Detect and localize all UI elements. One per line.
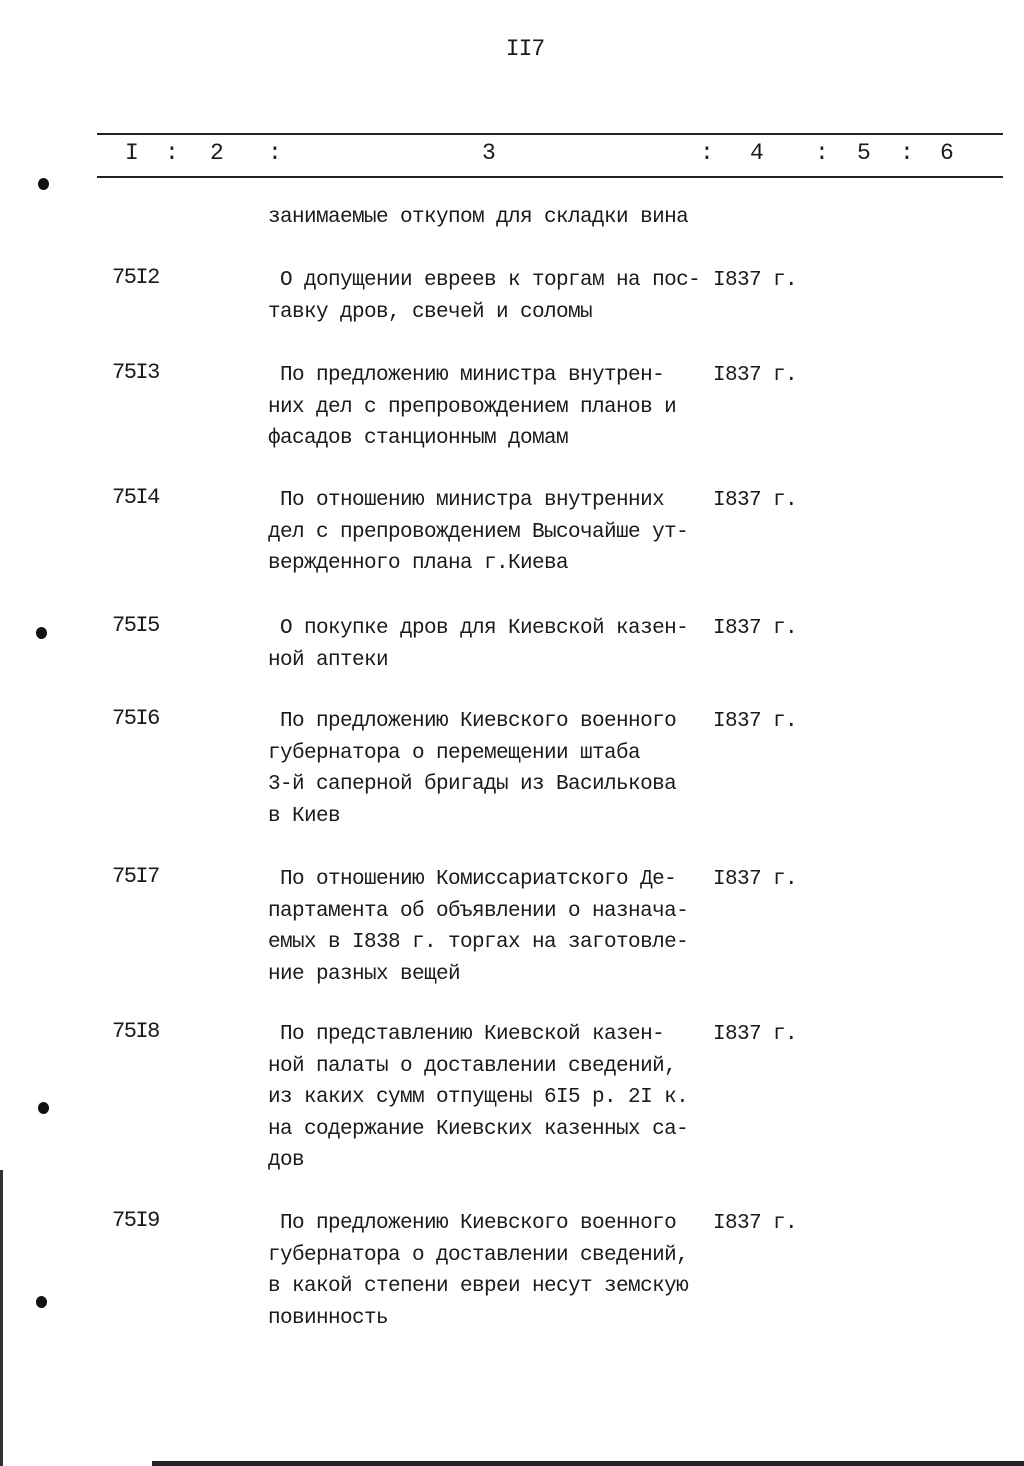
- entry-number: 75I8: [112, 1019, 159, 1044]
- entry-title-line: партамента об объявлении о назнача-: [268, 899, 689, 923]
- column-header-2: 2: [210, 140, 224, 166]
- entry-title-line: тавку дров, свечей и соломы: [268, 300, 593, 324]
- header-rule-bottom: [97, 176, 1003, 178]
- entry-title: [268, 265, 700, 328]
- column-header-6: 6: [940, 140, 954, 166]
- entry-title-line: них дел с препровождением планов и: [268, 395, 677, 419]
- entry-title-line: дел с препровождением Высочайше ут-: [268, 520, 689, 544]
- entry-title-line: фасадов станционным домам: [268, 427, 569, 450]
- page-number: II7: [505, 36, 545, 62]
- entry-title-line: О допущении евреев к торгам на пос-: [268, 269, 701, 292]
- entry-title-line: ние разных вещей: [268, 962, 461, 986]
- entry-title: [268, 1019, 688, 1177]
- entry-title-line: на содержание Киевских казенных са-: [268, 1117, 689, 1141]
- punch-hole-mark: [36, 1296, 47, 1308]
- entry-title-line: из каких сумм отпущены 6I5 р. 2I к.: [268, 1086, 689, 1109]
- entry-title: [268, 706, 676, 832]
- entry-year: I837 г.: [713, 710, 798, 733]
- scan-left-edge: [0, 1170, 3, 1466]
- column-header-4: 4: [750, 140, 764, 166]
- column-separator: :: [900, 140, 914, 166]
- entry-title-line: По представлению Киевской казен-: [268, 1023, 665, 1046]
- punch-hole-mark: [36, 627, 47, 639]
- entry-number: 75I7: [112, 864, 159, 889]
- column-header-I: I: [125, 140, 139, 166]
- entry-title-line: емых в I838 г. торгах на заготовле-: [268, 931, 689, 954]
- entry-number: 75I6: [112, 706, 159, 731]
- entry-number: 75I9: [112, 1208, 159, 1233]
- entry-title: [268, 1208, 688, 1334]
- entry-title-line: губернатора о доставлении сведений,: [268, 1243, 689, 1267]
- punch-hole-mark: [38, 1102, 49, 1114]
- entry-title: [268, 360, 676, 455]
- entry-year: I837 г.: [713, 868, 798, 891]
- column-header-5: 5: [857, 140, 871, 166]
- punch-hole-mark: [38, 178, 49, 190]
- entry-title-line: По отношению Комиссариатского Де-: [268, 868, 677, 891]
- entry-title-line: По предложению министра внутрен-: [268, 364, 665, 387]
- entry-title-line: По предложению Киевского военного: [268, 710, 677, 733]
- entry-title-line: дов: [268, 1149, 305, 1172]
- entry-title-line: повинность: [268, 1306, 389, 1330]
- entry-title-line: По предложению Киевского военного: [268, 1212, 677, 1235]
- entry-title-line: ной палаты о доставлении сведений,: [268, 1054, 677, 1078]
- entry-title-line: в какой степени евреи несут земскую: [268, 1275, 689, 1298]
- column-header-3: 3: [482, 140, 496, 166]
- entry-title-line: ной аптеки: [268, 648, 389, 672]
- entry-year: I837 г.: [713, 364, 798, 387]
- entry-number: 75I3: [112, 360, 159, 385]
- entry-title-line: 3-й саперной бригады из Василькова: [268, 773, 677, 796]
- column-separator: :: [165, 140, 179, 166]
- entry-title-line: По отношению министра внутренних: [268, 489, 665, 512]
- entry-title: [268, 864, 688, 990]
- header-rule-top: [97, 133, 1003, 135]
- entry-title-line: губернатора о перемещении штаба: [268, 741, 641, 765]
- entry-year: I837 г.: [713, 1212, 798, 1235]
- entry-year: I837 г.: [713, 269, 798, 292]
- entry-title: [268, 613, 688, 676]
- entry-title-line: занимаемые откупом для складки вина: [268, 206, 689, 229]
- entry-number: 75I4: [112, 485, 159, 510]
- entry-number: 75I2: [112, 265, 159, 290]
- entry-year: I837 г.: [713, 489, 798, 512]
- entry-year: I837 г.: [713, 1023, 798, 1046]
- column-separator: :: [815, 140, 829, 166]
- entry-year: I837 г.: [713, 617, 798, 640]
- entry-title-line: О покупке дров для Киевской казен-: [268, 617, 689, 640]
- entry-title-line: в Киев: [268, 804, 341, 828]
- entry-number: 75I5: [112, 613, 159, 638]
- column-separator: :: [268, 140, 282, 166]
- column-separator: :: [700, 140, 714, 166]
- entry-title: [268, 485, 688, 580]
- entry-title: [268, 202, 688, 234]
- entry-title-line: вержденного плана г.Киева: [268, 552, 569, 575]
- scan-bottom-edge: [152, 1461, 1024, 1466]
